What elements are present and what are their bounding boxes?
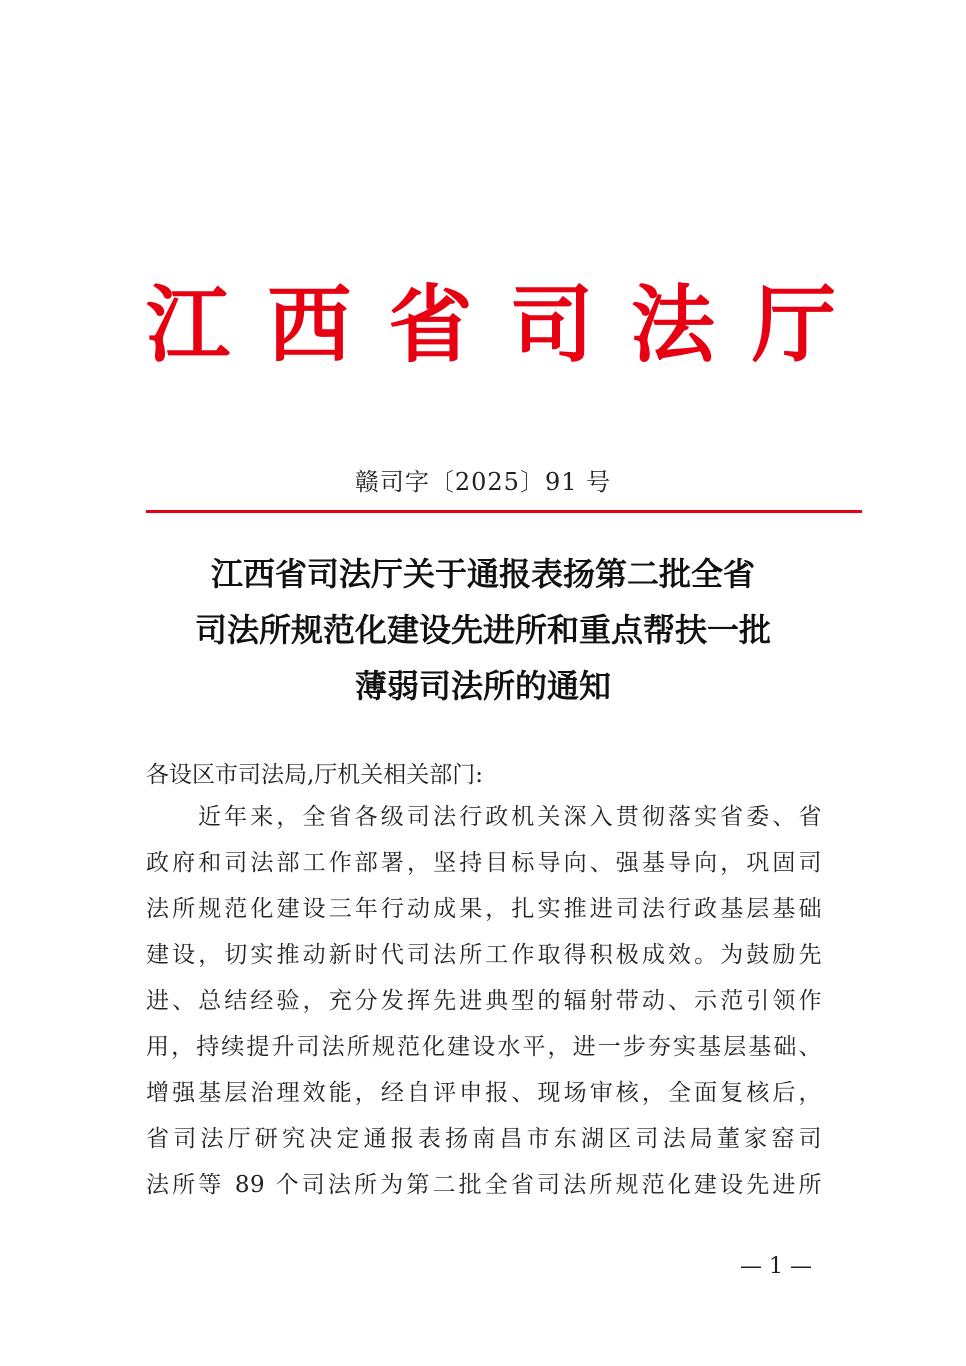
- body-line: 近年来，全省各级司法行政机关深入贯彻落实省委、省: [198, 804, 822, 830]
- body-line: 省司法厅研究决定通报表扬南昌市东湖区司法局董家窑司: [146, 1126, 822, 1152]
- agency-title-char: 司: [509, 275, 594, 374]
- notice-title-line: 司法所规范化建设先进所和重点帮扶一批: [194, 611, 771, 649]
- body-line: 政府和司法部工作部署，坚持目标导向、强基导向，巩固司: [146, 850, 822, 876]
- red-divider: [146, 510, 862, 513]
- notice-title: [0, 546, 966, 714]
- body-line: 进、总结经验，充分发挥先进典型的辐射带动、示范引领作: [146, 988, 822, 1014]
- body-line: 建设，切实推动新时代司法所工作取得积极成效。为鼓励先: [146, 942, 822, 968]
- notice-title-line: 江西省司法厅关于通报表扬第二批全省: [210, 555, 755, 593]
- body-line: 增强基层治理效能，经自评申报、现场审核，全面复核后，: [146, 1080, 822, 1106]
- page-number: — 1 —: [740, 1254, 812, 1279]
- agency-title-char: 法: [630, 275, 715, 374]
- body-line: 法所等 89 个司法所为第二批全省司法所规范化建设先进所: [146, 1172, 822, 1198]
- agency-title-char: 省: [388, 275, 473, 374]
- salutation: 各设区市司法局,厅机关相关部门:: [146, 762, 484, 788]
- body-text: [146, 794, 822, 1208]
- agency-title: [146, 270, 836, 380]
- notice-title-line: 薄弱司法所的通知: [354, 667, 611, 705]
- body-line: 用，持续提升司法所规范化建设水平，进一步夯实基层基础、: [146, 1034, 822, 1060]
- agency-title-char: 厅: [751, 275, 836, 374]
- body-line: 法所规范化建设三年行动成果，扎实推进司法行政基层基础: [146, 896, 822, 922]
- agency-title-char: 西: [267, 275, 352, 374]
- document-number: 赣司字〔2025〕91 号: [354, 468, 612, 496]
- agency-title-char: 江: [146, 275, 231, 374]
